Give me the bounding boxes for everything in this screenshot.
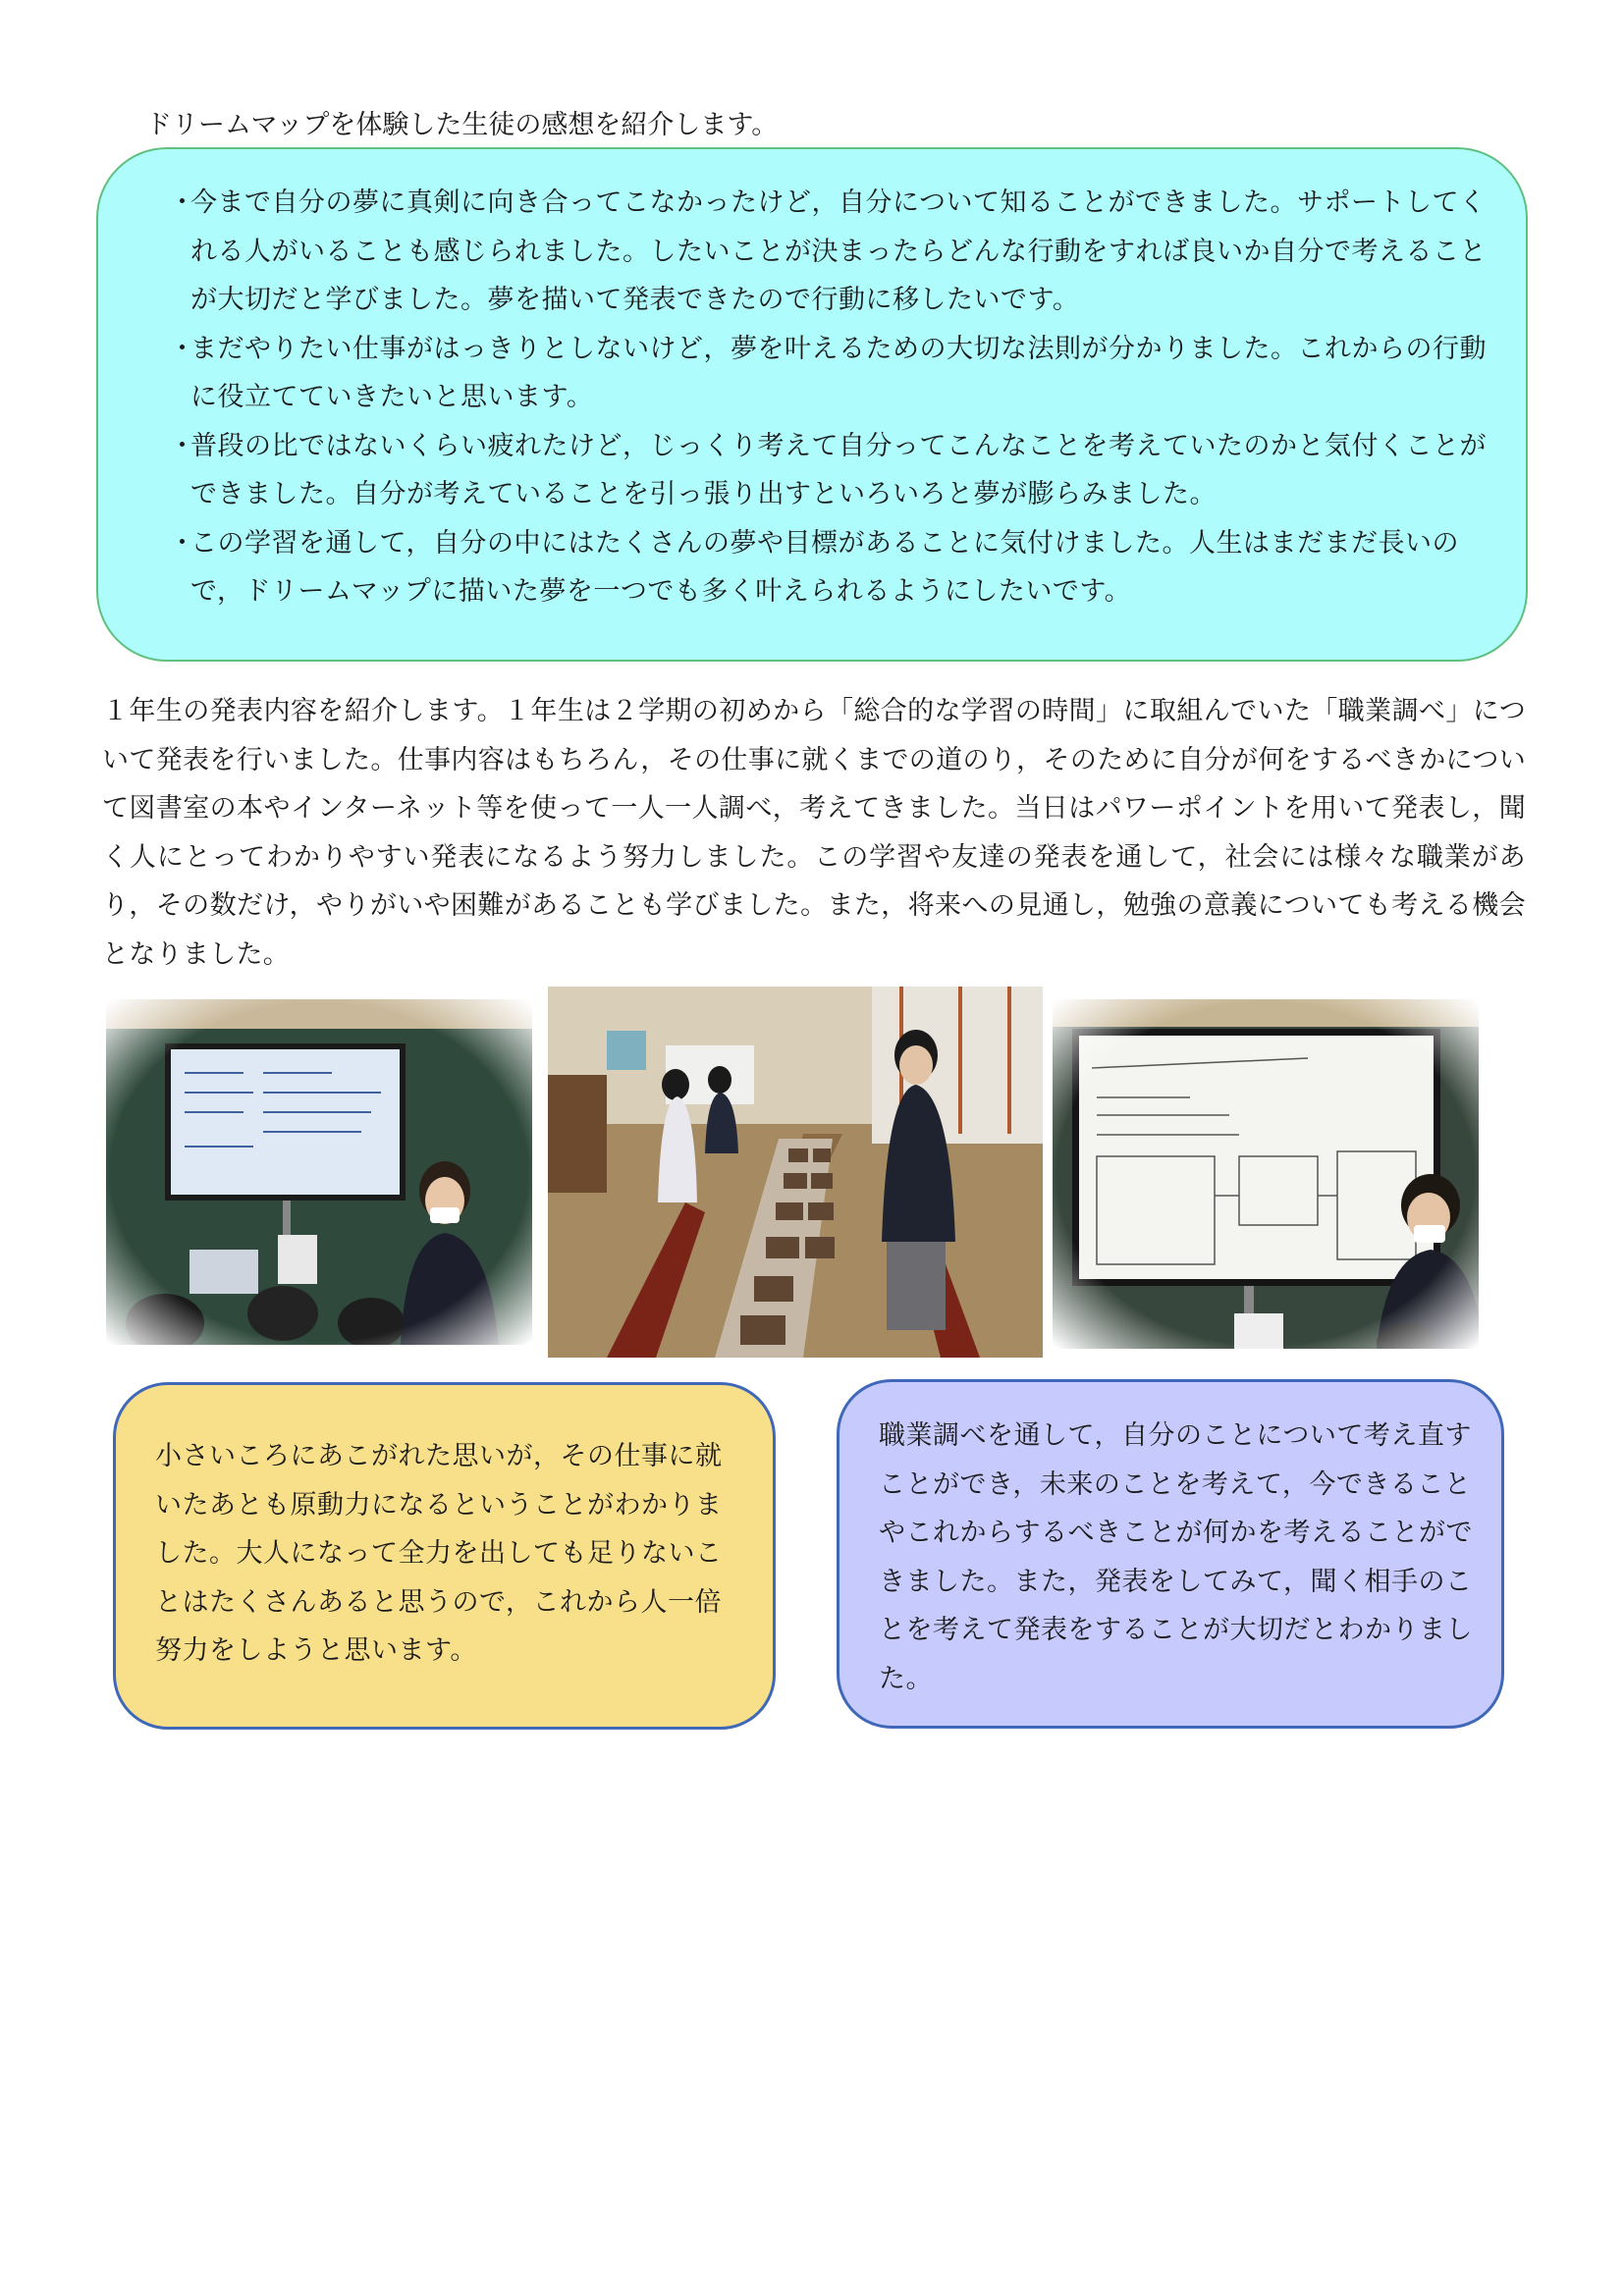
exhibition-photo-image <box>548 987 1043 1358</box>
impression-text: この学習を通して，自分の中にはたくさんの夢や目標があることに気付けました。人生はまだまだ長いので，ドリームマップに描いた夢を一つでも多く叶えられるようにしたいです。 <box>190 527 1459 607</box>
list-item <box>169 519 1504 616</box>
list-item <box>169 422 1504 519</box>
presentation-photo-1 <box>106 999 532 1345</box>
bullet-mark: ・ <box>169 187 196 218</box>
impression-text: まだやりたい仕事がはっきりとしないけど，夢を叶えるための大切な法則が分かりました。これからの行動に役立てていきたいと思います。 <box>190 333 1487 412</box>
list-item <box>169 325 1504 422</box>
presentation-photo-2 <box>1053 999 1479 1349</box>
report-paragraph: １年生の発表内容を紹介します。１年生は２学期の初めから「総合的な学習の時間」に取組んでいた「職業調べ」について発表を行いました。仕事内容はもちろん，その仕事に就くまでの道のり，そのために自分が何をするべきかについて図書室の本やインターネット等を使って一人一人調べ，考えてきました。当日はパワーポイントを用いて発表し，聞く人にとってわかりやすい発表になるよう努力しました。この学習や友達の発表を通して，社会には様々な職業があり，その数だけ，やりがいや困難があることも学びました。また，将来への見通し，勉強の意義についても考える機会となりました。 <box>102 696 1526 970</box>
presentation-photo-1-image <box>106 999 532 1345</box>
student-comment-left <box>113 1382 776 1730</box>
presentation-photo-2-image <box>1053 999 1479 1349</box>
impression-text: 普段の比ではないくらい疲れたけど，じっくり考えて自分ってこんなことを考えていたのかと気付くことができました。自分が考えていることを引っ張り出すといろいろと夢が膨らみました。 <box>190 430 1487 509</box>
list-item <box>169 179 1504 325</box>
student-comment-left-text: 小さいころにあこがれた思いが，その仕事に就いたあとも原動力になるということがわかりました。大人になって全力を出しても足りないことはたくさんあると思うので，これから人一倍努力をしようと思います。 <box>155 1441 723 1666</box>
bullet-mark: ・ <box>169 333 196 364</box>
impression-text: 今まで自分の夢に真剣に向き合ってこなかったけど，自分について知ることができました。サポートしてくれる人がいることも感じられました。したいことが決まったらどんな行動をすれば良いか自分で考えることが大切だと学びました。夢を描いて発表できたので行動に移したいです。 <box>190 187 1487 315</box>
impressions-box <box>96 147 1528 662</box>
exhibition-photo <box>548 987 1043 1358</box>
student-comment-right <box>837 1379 1504 1729</box>
intro-text: ドリームマップを体験した生徒の感想を紹介します。 <box>145 110 779 140</box>
impressions-list <box>169 179 1504 616</box>
bullet-mark: ・ <box>169 430 196 461</box>
student-comment-right-text: 職業調べを通して，自分のことについて考え直すことができ，未来のことを考えて，今できることやこれからするべきことが何かを考えることができました。また，発表をしてみて，聞く相手のことを考えて発表をすることが大切だとわかりました。 <box>879 1420 1473 1694</box>
bullet-mark: ・ <box>169 527 196 559</box>
